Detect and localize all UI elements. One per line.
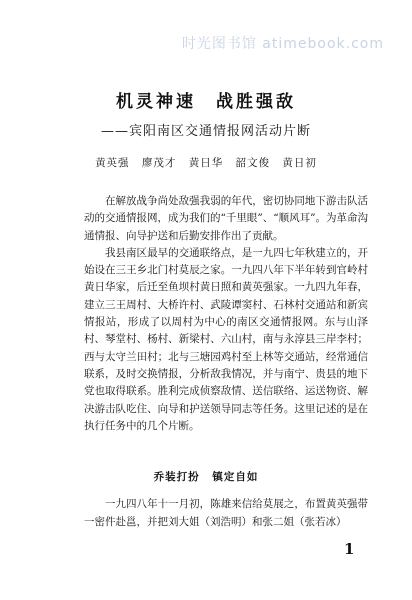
section-body bbox=[84, 496, 368, 531]
author-line: 黄英强 廖茂才 黄日华 韶文俊 黄日初 bbox=[95, 157, 317, 169]
article-title: 机灵神速 战胜强敌 bbox=[116, 92, 296, 112]
watermark: 时光图书馆 atimebook.com bbox=[181, 36, 384, 52]
section-heading: 乔装打扮 镇定自如 bbox=[153, 471, 259, 483]
page-number: 1 bbox=[344, 540, 355, 558]
article-body bbox=[84, 193, 368, 435]
article-subtitle: ——宾阳南区交通情报网活动片断 bbox=[100, 124, 311, 139]
body-paragraph: 一九四八年十一月初，陈雄来信给莫展之，布置黄英强带一密件赴邕，并把刘大姐（刘浩明）和张二姐（张若冰） bbox=[84, 498, 368, 528]
body-paragraph: 在解放战争尚处敌强我弱的年代，密切协同地下游击队活动的交通情报网，成为我们的“千里眼”、“顺风耳”。为革命沟通情报、向导护送和后勤安排作出了贡献。 bbox=[84, 195, 368, 242]
body-paragraph: 我县南区最早的交通联络点，是一九四七年秋建立的，开始设在三王乡北门村莫辰之家。一九四八年下半年转到官岭村黄日华家，后迁至鱼坝村黄日照和黄英强家。一九四九年春，建立三王周村、大桥许村、武陵谭窦村、石林村交通站和新宾情报站，形成了以周村为中心的南区交通情报网。东与山泽村、琴堂村、杨村、新梁村、六山村，南与永淳县三岸李村；西与太守兰田村；北与三塘园鸡村至上林等交通站，经常通信联系，及时交换情报，分析敌我情况，并与南宁、贵县的地下党也取得联系。胜利完成侦察敌情、送信联络、运送物资、解决游击队吃住、向导和护送领导同志等任务。这里记述的是在执行任务中的几个片断。 bbox=[84, 246, 368, 432]
